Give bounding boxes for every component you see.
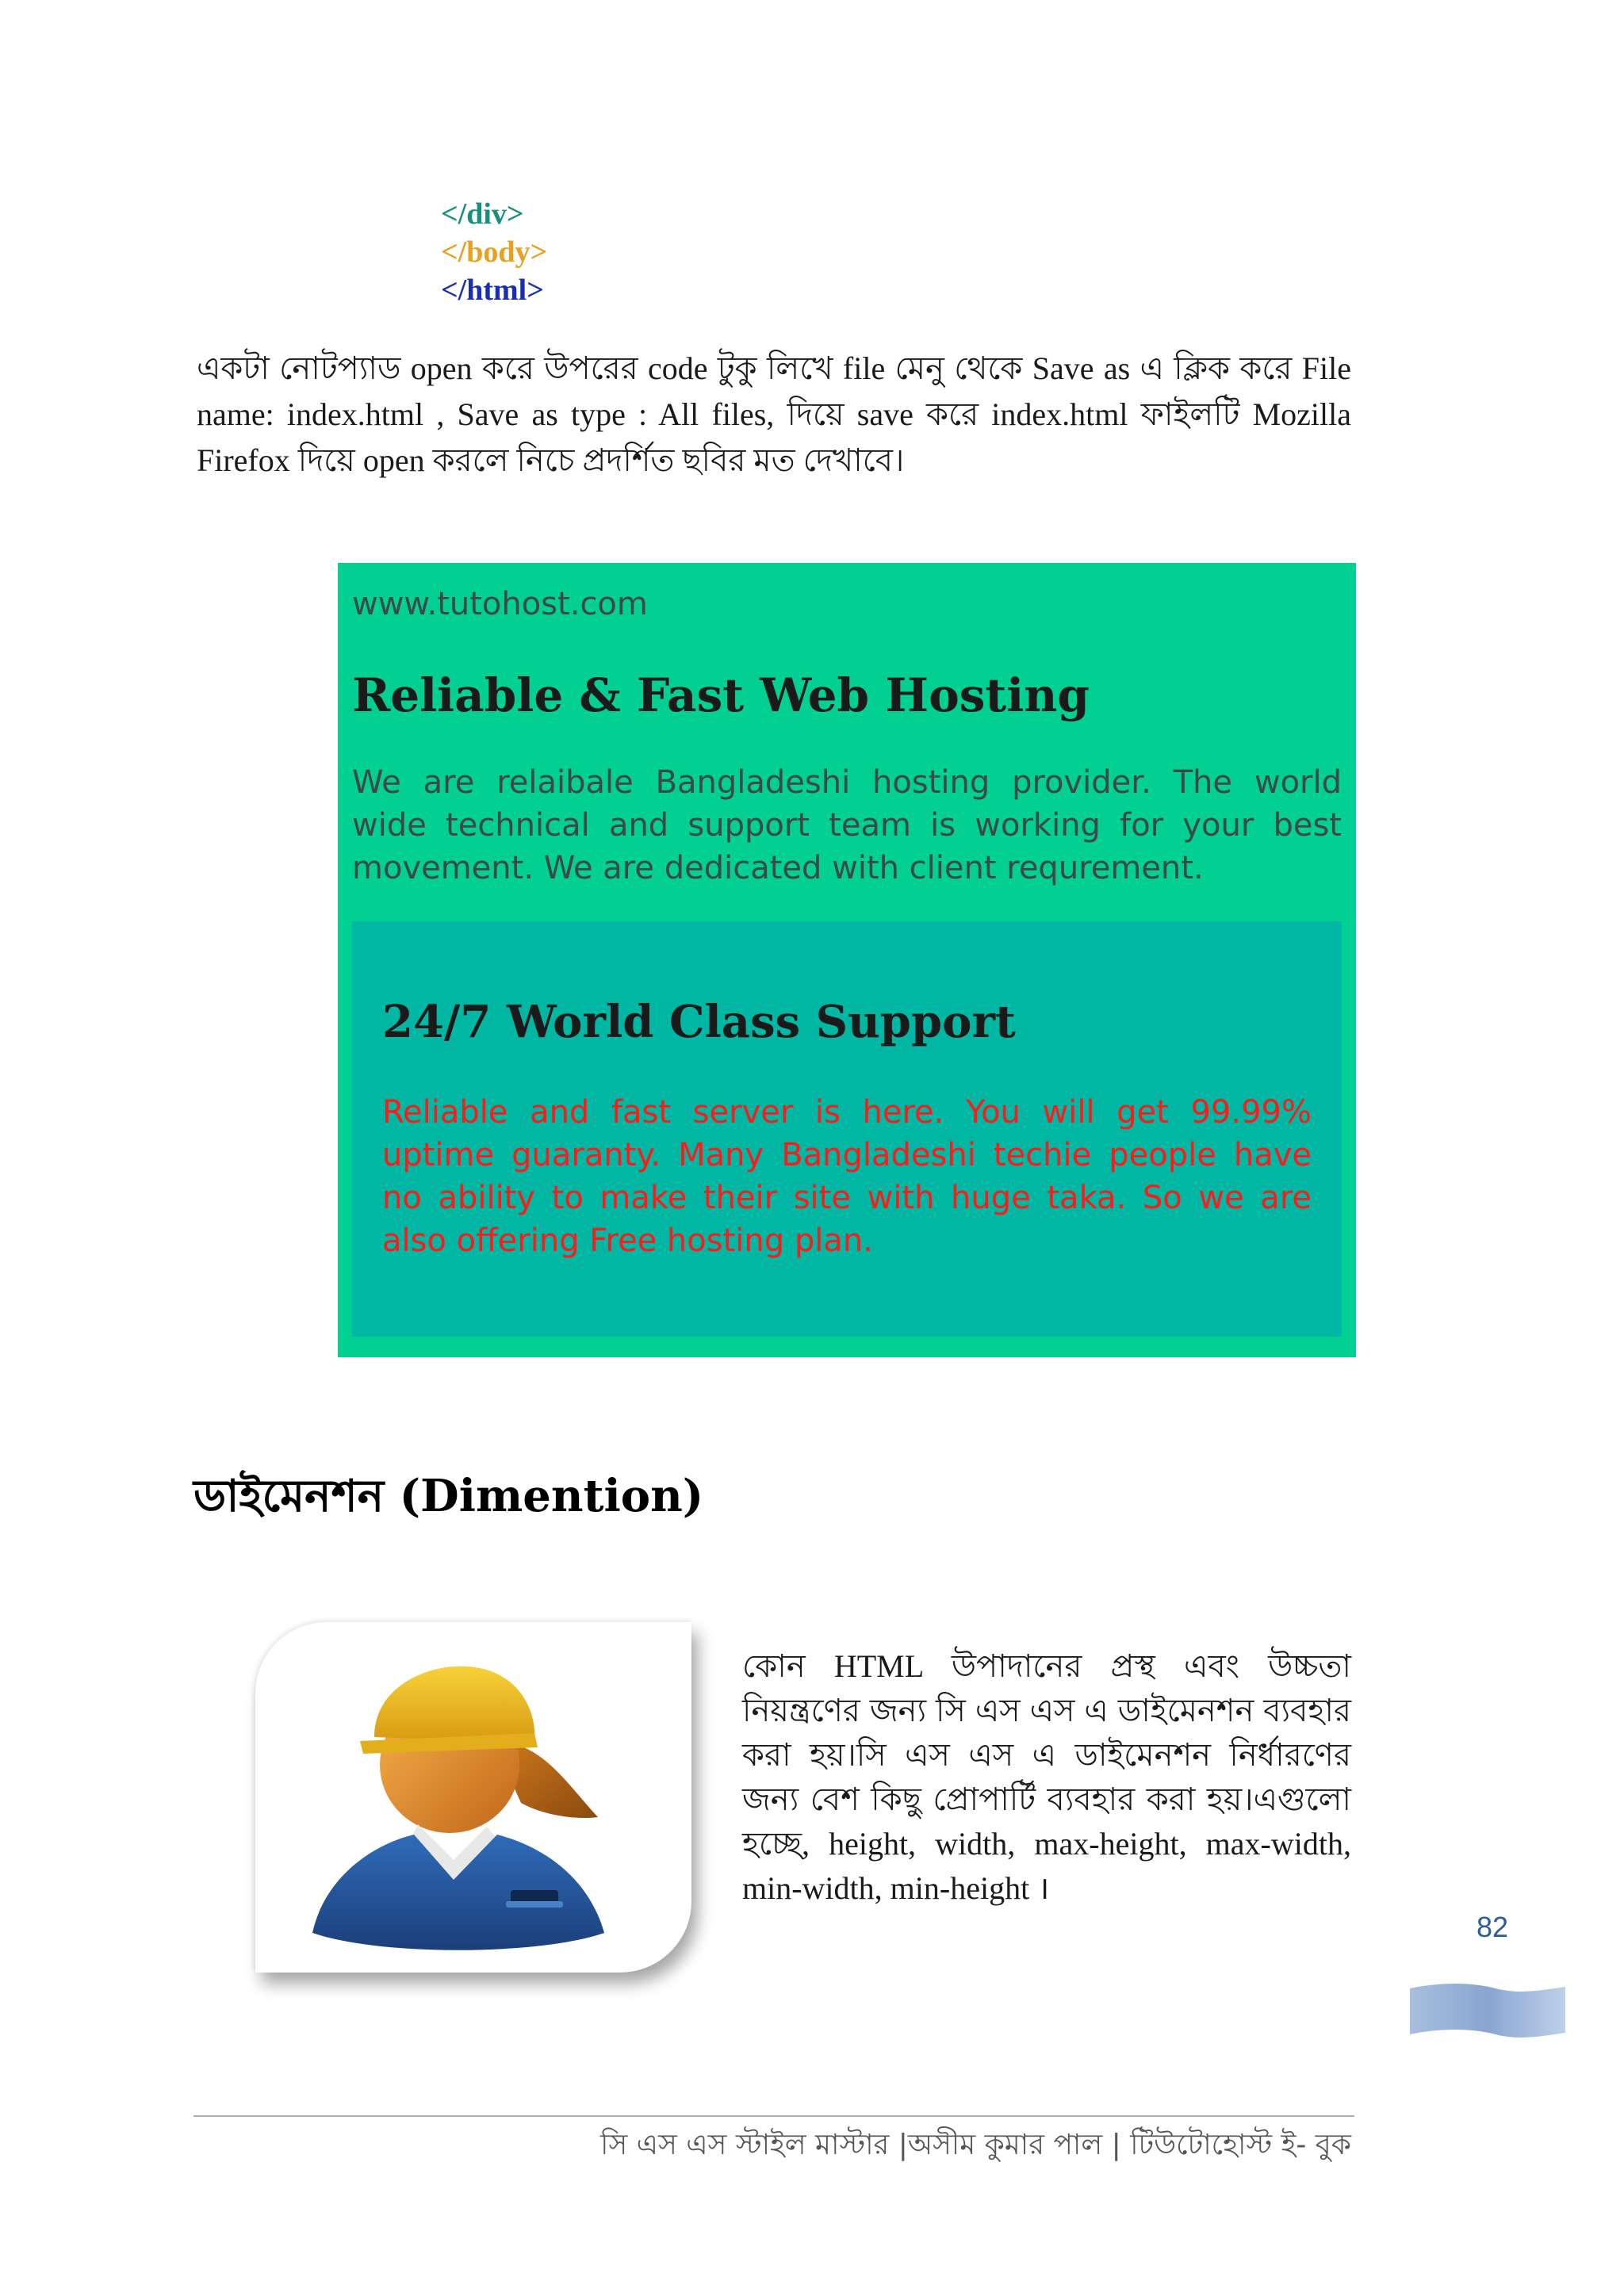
preview-support-box [352,921,1342,1337]
footer-text: সি এস এস স্টাইল মাস্টার |অসীম কুমার পাল | টিউটোহোস্ট ই- বুক [600,2129,1351,2161]
dimension-paragraph: কোন HTML উপাদানের প্রস্থ এবং উচ্চতা নিয়ন্ত্রণের জন্য সি এস এস এ ডাইমেনশন ব্যবহার করা হয়।সি এস এস এ ডাইমেনশন নির্ধারণের জন্য বেশ কিছু প্রোপার্টি ব্যবহার করা হয়।এগুলো হচ্ছে, height, width, max-height, max-width, min-width, min-height । [742,1648,1351,1906]
footer-divider [193,2115,1354,2117]
preview-site-url: www.tutohost.com [352,586,648,622]
worker-with-helmet-icon [255,1622,691,1973]
preview-hero-heading: Reliable & Fast Web Hosting [352,668,1090,722]
preview-support-heading: 24/7 World Class Support [382,996,1016,1048]
code-html-close: </html> [441,274,544,307]
page-number: 82 [1477,1911,1509,1943]
browser-preview [338,563,1356,1357]
page-flag-icon [1408,1979,1567,2042]
intro-paragraph-block [197,346,1351,484]
code-body-close: </body> [441,235,548,269]
section-heading: ডাইমেনশন (Dimention) [193,1470,704,1522]
illustration-card [255,1622,691,1973]
code-snippet-tail [441,195,547,309]
intro-paragraph: একটা নোটপ্যাড open করে উপরের code টুকু লিখে file মেনু থেকে Save as এ ক্লিক করে File name: index.html , Save as type : All files, দিয়ে save করে index.html ফাইলটি Mozilla Firefox দিয়ে open করলে নিচে প্রদর্শিত ছবির মত দেখাবে। [197,350,1351,478]
code-div-close: </div> [441,197,524,231]
preview-support-text: Reliable and fast server is here. You will get 99.99% uptime guaranty. Many Bangladeshi techie people have no ability to make their site with huge taka. So we are also offering Free hosting plan. [382,1094,1312,1259]
preview-hero-text: We are relaibale Bangladeshi hosting provider. The world wide technical and support team is working for your best movement. We are dedicated with client requrement. [352,764,1342,886]
